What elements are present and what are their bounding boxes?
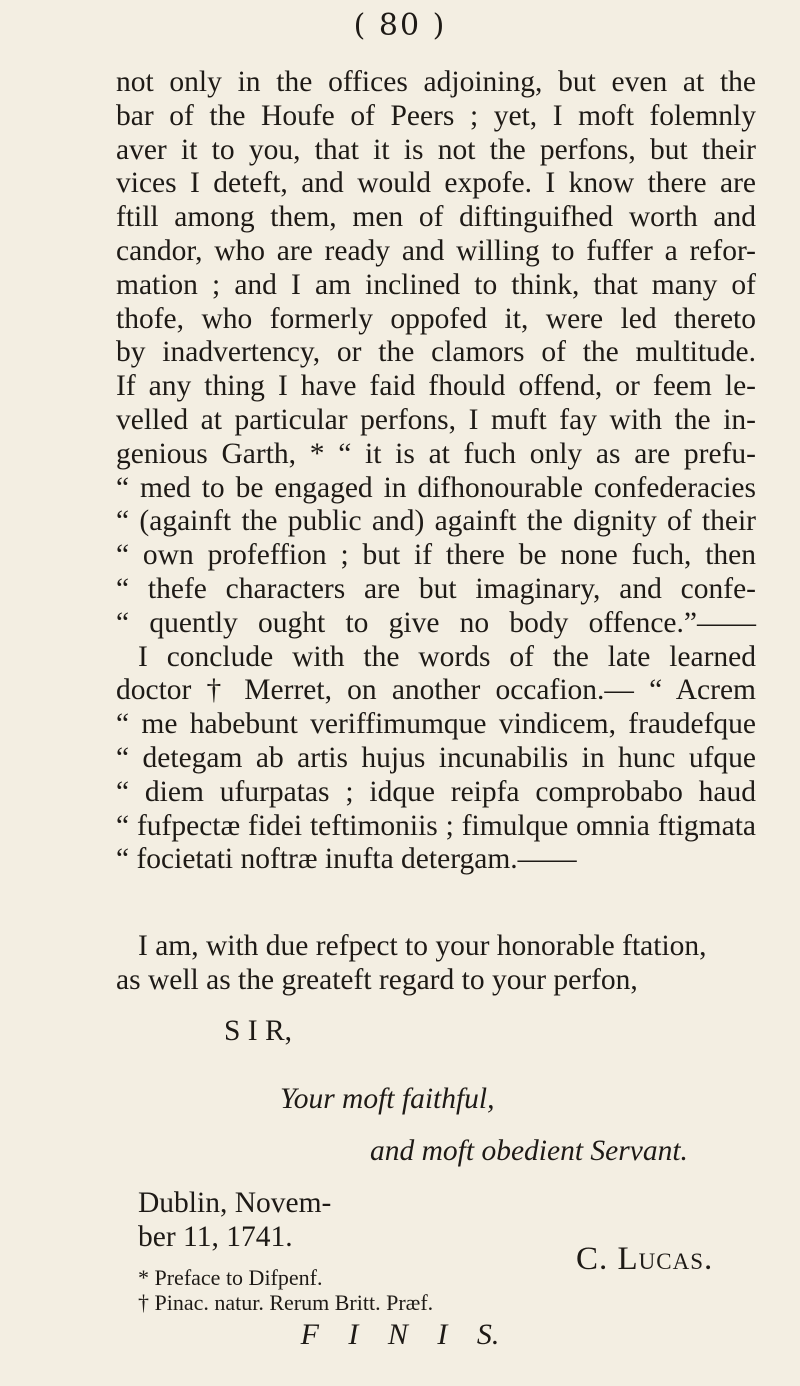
text-line: velled at particular perfons, I muft fay with the in-	[116, 403, 756, 436]
body-text	[116, 66, 756, 877]
quote-line: “ med to be engaged in difhonourable confederacies	[116, 471, 756, 504]
closing-line: I am, with due refpect to your honorable ftation,	[138, 930, 707, 962]
page-number: ( 80 )	[353, 8, 447, 43]
quote-line: “ fufpectæ fidei teftimoniis ; fimulque omnia ftigmata	[116, 809, 756, 842]
text-line: by inadvertency, or the clamors of the multitude.	[116, 336, 756, 369]
date: ber 11, 1741.	[138, 1221, 293, 1253]
text-line: candor, who are ready and willing to fuffer a refor-	[116, 234, 756, 267]
text-line: I conclude with the words of the late learned	[138, 640, 756, 673]
quote-line: “ diem ufurpatas ; idque reipfa comprobabo haud	[116, 775, 756, 808]
quote-line: “ focietati noftræ inufta detergam.——	[116, 843, 577, 876]
salutation: S I R,	[224, 1015, 293, 1047]
text-line: ftill among them, men of diftinguifhed worth and	[116, 201, 756, 234]
footnote: * Preface to Difpenf.	[138, 1265, 323, 1290]
text-line: vices I deteft, and would expofe. I know there are	[116, 167, 756, 200]
text-line: thofe, who formerly oppofed it, were led thereto	[116, 302, 756, 335]
closing-line: as well as the greateft regard to your perfon,	[116, 964, 638, 996]
text-line: aver it to you, that it is not the perfons, but their	[116, 133, 756, 166]
text-line: bar of the Houfe of Peers ; yet, I moft folemnly	[116, 99, 756, 132]
text-line: mation ; and I am inclined to think, that many of	[116, 268, 756, 301]
text-line: genious Garth, * “ it is at fuch only as are prefu-	[116, 437, 756, 470]
quote-line: “ thefe characters are but imaginary, and confe-	[116, 572, 756, 605]
signature: C. Lucas.	[576, 1241, 714, 1277]
footnote: † Pinac. natur. Rerum Britt. Præf.	[138, 1290, 434, 1315]
quote-line: “ quently ought to give no body offence.”——	[116, 606, 756, 639]
closing-servant: and moft obedient Servant.	[370, 1135, 688, 1167]
text-line: not only in the offices adjoining, but even at the	[116, 66, 756, 98]
place: Dublin, Novem-	[138, 1187, 332, 1219]
text-line: doctor † Merret, on another occafion.— “ Acrem	[116, 674, 756, 707]
finis: F I N I S.	[300, 1318, 500, 1351]
quote-line: “ own profeffion ; but if there be none fuch, then	[116, 539, 756, 572]
quote-line: “ detegam ab artis hujus incunabilis in hunc ufque	[116, 741, 756, 774]
closing-faithful: Your moft faithful,	[280, 1083, 495, 1115]
quote-line: “ me habebunt veriffimumque vindicem, fraudefque	[116, 708, 756, 741]
quote-line: “ (againft the public and) againft the dignity of their	[116, 505, 756, 538]
text-line: If any thing I have faid fhould offend, or feem le-	[116, 370, 756, 403]
